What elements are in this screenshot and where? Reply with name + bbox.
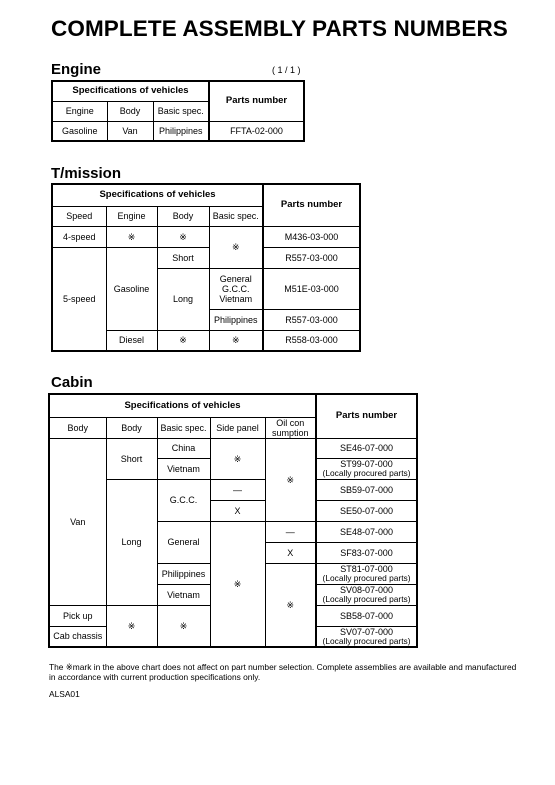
basic-spec-cell: Philippines — [153, 121, 209, 141]
basic-spec-cell: Philippines — [157, 563, 210, 584]
tmission-spec-header: Specifications of vehicles — [52, 184, 263, 206]
basic-spec-line: Vietnam — [219, 293, 253, 304]
basic-spec-cell — [209, 268, 263, 309]
body-cell: Cab chassis — [49, 626, 106, 647]
tmission-parts-header: Parts number — [263, 184, 360, 226]
parts-number-cell: FFTA-02-000 — [209, 121, 304, 141]
engine-parts-header: Parts number — [209, 81, 304, 121]
mark-cell: ※ — [209, 330, 263, 351]
parts-number-cell — [316, 626, 417, 647]
engine-col-basic-spec: Basic spec. — [153, 101, 209, 121]
cabin-col-side-panel: Side panel — [210, 417, 265, 438]
engine-cell: Diesel — [106, 330, 157, 351]
parts-number-cell: SE48-07-000 — [316, 521, 417, 542]
mark-cell: ※ — [265, 438, 316, 521]
basic-spec-cell: Philippines — [209, 309, 263, 330]
engine-table — [51, 80, 305, 142]
cabin-parts-header: Parts number — [316, 394, 417, 438]
body-type-cell: Long — [106, 479, 157, 605]
engine-col-body: Body — [107, 101, 153, 121]
cabin-section-title: Cabin — [51, 374, 93, 391]
engine-spec-header: Specifications of vehicles — [52, 81, 209, 101]
cabin-col-body: Body — [49, 417, 106, 438]
cabin-col-oil-consumption: Oil con sumption — [265, 417, 316, 438]
cabin-spec-header: Specifications of vehicles — [49, 394, 316, 417]
parts-number-cell: SF83-07-000 — [316, 542, 417, 563]
mark-cell: ※ — [210, 438, 265, 479]
basic-spec-line: General — [219, 273, 252, 284]
parts-number-cell: R557-03-000 — [263, 247, 360, 268]
local-note: (Locally procured parts) — [322, 468, 411, 479]
part-number: SV08-07-000 — [340, 585, 394, 596]
oil-consumption-cell: — — [265, 521, 316, 542]
footnote: The ※mark in the above chart does not affect on part number selection. Complete assemblies are available and manufactured in accordance with current production specifications only. — [49, 662, 517, 682]
parts-number-cell: SB58-07-000 — [316, 605, 417, 626]
mark-cell: ※ — [210, 521, 265, 647]
tmission-table — [51, 183, 361, 352]
basic-spec-cell: General — [157, 521, 210, 563]
parts-number-cell: R557-03-000 — [263, 309, 360, 330]
parts-number-cell: SE46-07-000 — [316, 438, 417, 458]
engine-cell: Gasoline — [106, 247, 157, 330]
oil-consumption-cell: X — [265, 542, 316, 563]
mark-cell: ※ — [157, 330, 209, 351]
tmission-col-body: Body — [157, 206, 209, 226]
document-id: ALSA01 — [49, 689, 80, 699]
local-note: (Locally procured parts) — [322, 573, 411, 584]
speed-cell: 4-speed — [52, 226, 106, 247]
parts-number-cell — [316, 584, 417, 605]
mark-cell: ※ — [157, 226, 209, 247]
parts-number-cell — [316, 458, 417, 479]
parts-number-cell: SE50-07-000 — [316, 500, 417, 521]
part-number: ST81-07-000 — [340, 564, 393, 575]
side-panel-cell: — — [210, 479, 265, 500]
body-cell: Van — [107, 121, 153, 141]
basic-spec-cell: China — [157, 438, 210, 458]
cabin-table — [48, 393, 418, 648]
cabin-col-basic-spec: Basic spec. — [157, 417, 210, 438]
part-number: SV07-07-000 — [340, 627, 394, 637]
page-title: COMPLETE ASSEMBLY PARTS NUMBERS — [51, 16, 508, 41]
mark-cell: ※ — [265, 563, 316, 647]
engine-section-title: Engine — [51, 61, 102, 78]
mark-cell: ※ — [209, 226, 263, 268]
mark-cell: ※ — [106, 226, 157, 247]
mark-cell: ※ — [157, 605, 210, 647]
parts-number-cell: SB59-07-000 — [316, 479, 417, 500]
basic-spec-cell: Vietnam — [157, 584, 210, 605]
body-type-cell: Short — [106, 438, 157, 479]
local-note: (Locally procured parts) — [322, 636, 411, 646]
parts-number-cell: R558-03-000 — [263, 330, 360, 351]
side-panel-cell: X — [210, 500, 265, 521]
body-cell: Long — [157, 268, 209, 330]
parts-number-cell — [316, 563, 417, 584]
tmission-col-engine: Engine — [106, 206, 157, 226]
cabin-col-body-type: Body — [106, 417, 157, 438]
basic-spec-cell: G.C.C. — [157, 479, 210, 521]
parts-number-cell: M436-03-000 — [263, 226, 360, 247]
part-number: ST99-07-000 — [340, 459, 393, 470]
speed-cell: 5-speed — [52, 247, 106, 351]
tmission-col-speed: Speed — [52, 206, 106, 226]
engine-col-engine: Engine — [52, 101, 107, 121]
engine-cell: Gasoline — [52, 121, 107, 141]
body-cell: Short — [157, 247, 209, 268]
mark-cell: ※ — [106, 605, 157, 647]
body-cell: Pick up — [49, 605, 106, 626]
tmission-section-title: T/mission — [51, 165, 122, 182]
basic-spec-line: G.C.C. — [222, 283, 250, 294]
local-note: (Locally procured parts) — [322, 594, 411, 605]
basic-spec-cell: Vietnam — [157, 458, 210, 479]
page-count: ( 1 / 1 ) — [272, 65, 301, 75]
body-cell: Van — [49, 438, 106, 605]
tmission-col-basic-spec: Basic spec. — [209, 206, 263, 226]
parts-number-cell: M51E-03-000 — [263, 268, 360, 309]
